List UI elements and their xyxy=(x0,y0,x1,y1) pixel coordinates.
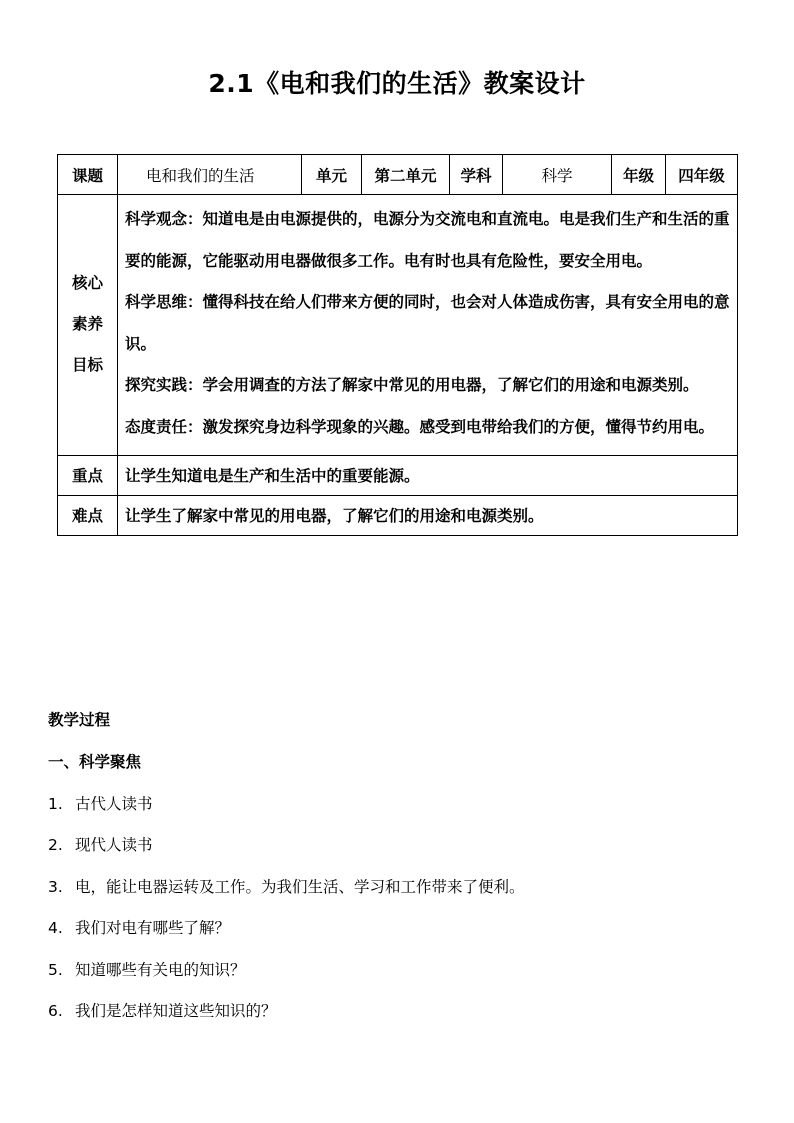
goal-inquiry-practice: 探究实践：学会用调查的方法了解家中常见的用电器，了解它们的用途和电源类别。 xyxy=(125,376,699,395)
header-row xyxy=(58,155,738,195)
list-item xyxy=(48,792,153,814)
list-item-number: 5. xyxy=(48,961,63,979)
difficulty-text: 让学生了解家中常见的用电器，了解它们的用途和电源类别。 xyxy=(118,495,738,535)
unit-value: 第二单元 xyxy=(362,155,450,195)
list-item-text: 我们对电有哪些了解？ xyxy=(75,919,231,937)
process-heading: 教学过程 xyxy=(48,711,111,729)
subject-value: 科学 xyxy=(503,155,612,195)
grade-value: 四年级 xyxy=(666,155,738,195)
goals-label-line: 目标 xyxy=(71,356,103,375)
goals-content xyxy=(118,195,738,456)
goals-row xyxy=(58,195,738,456)
topic-label: 课题 xyxy=(58,155,118,195)
list-item xyxy=(48,958,246,980)
list-item xyxy=(48,875,525,897)
goal-science-thinking: 科学思维：懂得科技在给人们带来方便的同时，也会对人体造成伤害，具有安全用电的意识。 xyxy=(125,293,730,353)
key-point-label: 重点 xyxy=(58,455,118,495)
goals-label-line: 素养 xyxy=(71,315,103,334)
difficulty-label: 难点 xyxy=(58,495,118,535)
list-item xyxy=(48,916,230,938)
key-point-row xyxy=(58,455,738,495)
list-item-text: 古代人读书 xyxy=(75,795,153,813)
list-item-number: 6. xyxy=(48,1002,63,1020)
goal-science-concept: 科学观念：知道电是由电源提供的，电源分为交流电和直流电。电是我们生产和生活的重要的能源，它能驱动用电器做很多工作。电有时也具有危险性，要安全用电。 xyxy=(125,210,730,270)
list-item-text: 知道哪些有关电的知识？ xyxy=(75,961,246,979)
list-item-text: 我们是怎样知道这些知识的？ xyxy=(75,1002,277,1020)
difficulty-row xyxy=(58,495,738,535)
list-item-number: 1. xyxy=(48,795,63,813)
list-item-number: 3. xyxy=(48,878,63,896)
list-item-text: 电，能让电器运转及工作。为我们生活、学习和工作带来了便利。 xyxy=(75,878,525,896)
goals-label-line: 核心 xyxy=(71,274,103,293)
document-title: 2.1《电和我们的生活》教案设计 xyxy=(208,69,586,98)
topic-value: 电和我们的生活 xyxy=(118,155,302,195)
list-item xyxy=(48,833,153,855)
list-item-number: 2. xyxy=(48,836,63,854)
section-science-focus: 一、科学聚焦 xyxy=(48,753,142,771)
list-item-number: 4. xyxy=(48,919,63,937)
list-item xyxy=(48,999,277,1021)
goal-attitude-responsibility: 态度责任：激发探究身边科学现象的兴趣。感受到电带给我们的方便，懂得节约用电。 xyxy=(125,417,715,436)
list-item-text: 现代人读书 xyxy=(75,836,153,854)
subject-label: 学科 xyxy=(450,155,503,195)
key-point-text: 让学生知道电是生产和生活中的重要能源。 xyxy=(118,455,738,495)
lesson-plan-table xyxy=(57,154,738,536)
grade-label: 年级 xyxy=(612,155,666,195)
goals-label xyxy=(58,195,118,456)
unit-label: 单元 xyxy=(302,155,362,195)
